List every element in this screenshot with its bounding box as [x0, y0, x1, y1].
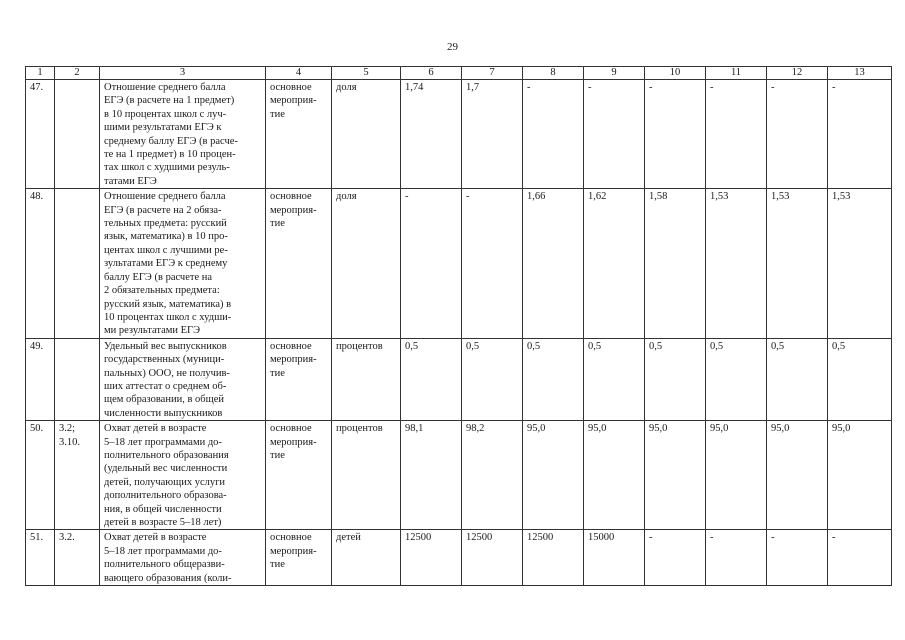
value-cell: 0,5 [462, 338, 523, 420]
value-cell: 12500 [523, 530, 584, 586]
indicator-text: Отношение среднего балла ЕГЭ (в расчете на 1 предмет) в 10 процентах школ с луч- шими результатами ЕГЭ к среднему баллу ЕГЭ (в расче- те на 1 предмет) в 10 процен- тах школ с худшими резуль- татами ЕГЭ [100, 80, 266, 189]
unit: детей [332, 530, 401, 586]
header-cell: 4 [266, 67, 332, 80]
value-cell: 95,0 [523, 421, 584, 530]
header-cell: 7 [462, 67, 523, 80]
indicator-text: Отношение среднего балла ЕГЭ (в расчете на 2 обяза- тельных предмета: русский язык, математика) в 10 про- центах школ с лучшими ре- зультатами ЕГЭ к среднему баллу ЕГЭ (в расчете на 2 обязательных предмета: русский язык, математика) в 10 процентах школ с худши- ми результатами ЕГЭ [100, 189, 266, 338]
value-cell: 0,5 [828, 338, 892, 420]
header-cell: 1 [26, 67, 55, 80]
row-reference [55, 80, 100, 189]
header-cell: 12 [767, 67, 828, 80]
header-cell: 9 [584, 67, 645, 80]
row-reference: 3.2. [55, 530, 100, 586]
row-reference: 3.2; 3.10. [55, 421, 100, 530]
indicator-text: Охват детей в возрасте 5–18 лет программами до- полнительного образования (удельный вес численности детей, получающих услуги дополнительного образова- ния, в общей численности детей в возрасте 5–18 лет) [100, 421, 266, 530]
indicator-text: Охват детей в возрасте 5–18 лет программами до- полнительного общеразви- вающего образования (коли- [100, 530, 266, 586]
table-row [26, 338, 892, 420]
table-row [26, 530, 892, 586]
value-cell: 1,53 [767, 189, 828, 338]
row-reference [55, 189, 100, 338]
value-cell: 1,53 [706, 189, 767, 338]
table-row [26, 421, 892, 530]
activity-type: основное мероприя- тие [266, 338, 332, 420]
header-cell: 11 [706, 67, 767, 80]
value-cell: 95,0 [706, 421, 767, 530]
table-row [26, 189, 892, 338]
value-cell: 15000 [584, 530, 645, 586]
value-cell: - [828, 530, 892, 586]
value-cell: - [706, 80, 767, 189]
value-cell: - [584, 80, 645, 189]
value-cell: 0,5 [401, 338, 462, 420]
value-cell: 95,0 [828, 421, 892, 530]
value-cell: 98,1 [401, 421, 462, 530]
data-table [25, 66, 892, 586]
value-cell: 0,5 [584, 338, 645, 420]
unit: доля [332, 189, 401, 338]
header-cell: 10 [645, 67, 706, 80]
value-cell: 12500 [462, 530, 523, 586]
value-cell: 0,5 [645, 338, 706, 420]
value-cell: - [645, 80, 706, 189]
row-number: 48. [26, 189, 55, 338]
page-number: 29 [447, 41, 458, 53]
value-cell: - [828, 80, 892, 189]
header-cell: 3 [100, 67, 266, 80]
row-number: 49. [26, 338, 55, 420]
value-cell: 1,58 [645, 189, 706, 338]
row-number: 50. [26, 421, 55, 530]
value-cell: 1,53 [828, 189, 892, 338]
value-cell: - [401, 189, 462, 338]
value-cell: 1,7 [462, 80, 523, 189]
row-number: 51. [26, 530, 55, 586]
header-cell: 5 [332, 67, 401, 80]
header-cell: 6 [401, 67, 462, 80]
indicator-text: Удельный вес выпускников государственных (муници- пальных) ООО, не получив- ших аттестат о среднем об- щем образовании, в общей численности выпускников [100, 338, 266, 420]
value-cell: - [767, 530, 828, 586]
value-cell: - [767, 80, 828, 189]
value-cell: 95,0 [584, 421, 645, 530]
value-cell: 1,62 [584, 189, 645, 338]
activity-type: основное мероприя- тие [266, 421, 332, 530]
value-cell: 98,2 [462, 421, 523, 530]
value-cell: - [462, 189, 523, 338]
header-row [26, 67, 892, 80]
value-cell: 1,66 [523, 189, 584, 338]
value-cell: 0,5 [767, 338, 828, 420]
activity-type: основное мероприя- тие [266, 530, 332, 586]
value-cell: 1,74 [401, 80, 462, 189]
activity-type: основное мероприя- тие [266, 80, 332, 189]
row-number: 47. [26, 80, 55, 189]
unit: доля [332, 80, 401, 189]
header-cell: 8 [523, 67, 584, 80]
value-cell: - [645, 530, 706, 586]
activity-type: основное мероприя- тие [266, 189, 332, 338]
unit: процентов [332, 421, 401, 530]
table-row [26, 80, 892, 189]
header-cell: 13 [828, 67, 892, 80]
header-cell: 2 [55, 67, 100, 80]
value-cell: - [523, 80, 584, 189]
value-cell: 12500 [401, 530, 462, 586]
value-cell: 0,5 [706, 338, 767, 420]
value-cell: 0,5 [523, 338, 584, 420]
row-reference [55, 338, 100, 420]
value-cell: - [706, 530, 767, 586]
value-cell: 95,0 [645, 421, 706, 530]
unit: процентов [332, 338, 401, 420]
value-cell: 95,0 [767, 421, 828, 530]
